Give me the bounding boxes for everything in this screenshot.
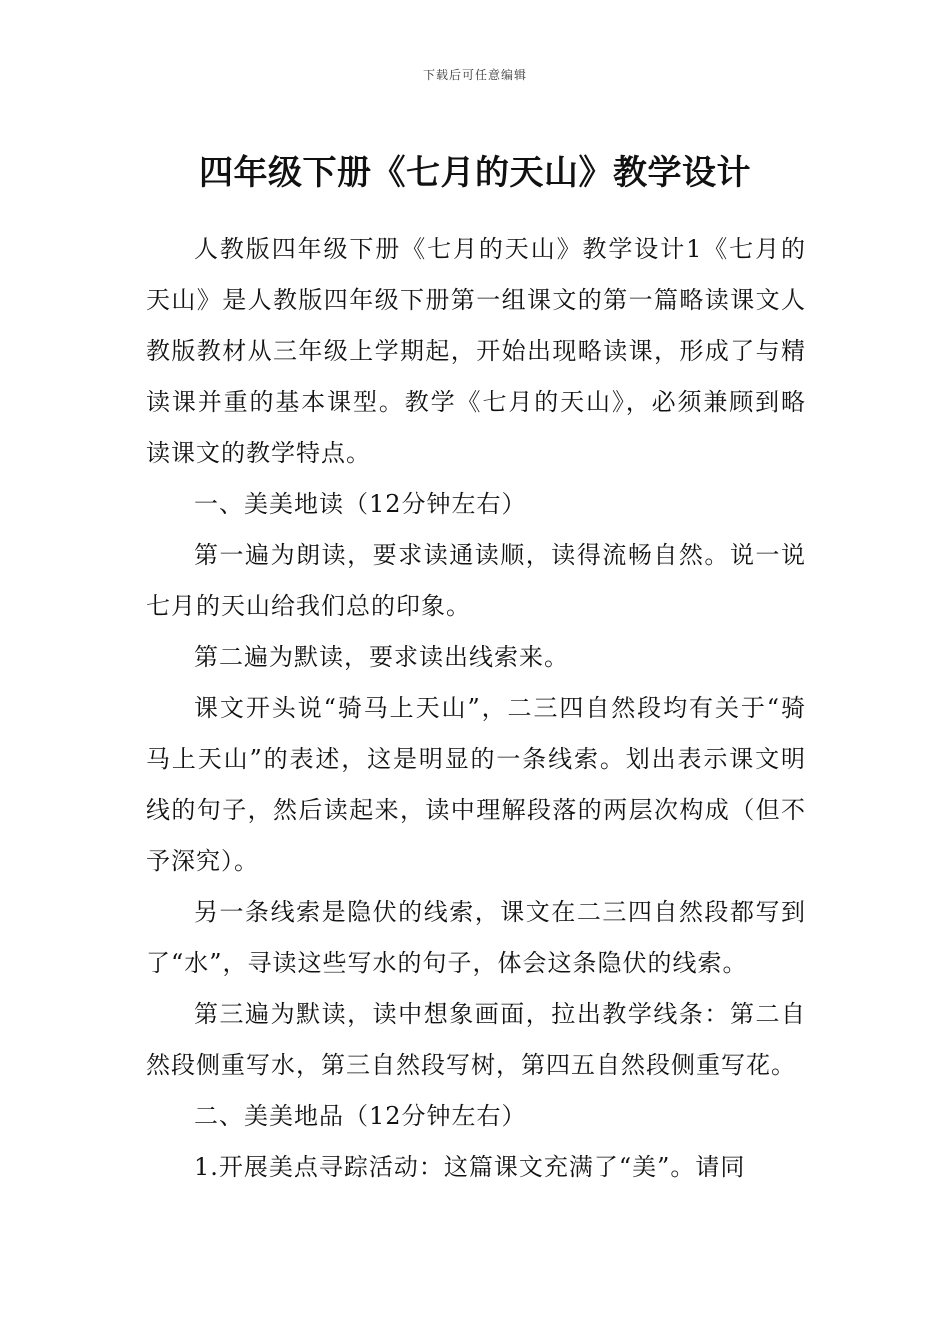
section-heading-appreciate: 二、美美地品（12分钟左右） [194, 1102, 527, 1130]
paragraph-hidden-clue: 另一条线索是隐伏的线索，课文在二三四自然段都写到了“水”，寻读这些写水的句子，体会这条隐伏的线索。 [146, 898, 806, 977]
paragraph-explicit-clue: 课文开头说“骑马上天山”，二三四自然段均有关于“骑马上天山”的表述，这是明显的一条线索。划出表示课文明线的句子，然后读起来，读中理解段落的两层次构成（但不予深究）。 [146, 694, 806, 875]
paragraph-activity: 1.开展美点寻踪活动：这篇课文充满了“美”。请同 [194, 1153, 746, 1181]
section-heading-read: 一、美美地读（12分钟左右） [194, 490, 527, 518]
paragraph-third-reading: 第三遍为默读，读中想象画面，拉出教学线条：第二自然段侧重写水，第三自然段写树，第四五自然段侧重写花。 [146, 1000, 806, 1079]
paragraph-first-reading: 第一遍为朗读，要求读通读顺，读得流畅自然。说一说七月的天山给我们总的印象。 [146, 541, 806, 620]
paragraph-intro: 人教版四年级下册《七月的天山》教学设计1《七月的天山》是人教版四年级下册第一组课文的第一篇略读课文人教版教材从三年级上学期起，开始出现略读课，形成了与精读课并重的基本课型。教学《七月的天山》，必须兼顾到略读课文的教学特点。 [146, 235, 806, 467]
paragraph-second-reading: 第二遍为默读，要求读出线索来。 [194, 643, 569, 671]
document-body [146, 224, 806, 1193]
page-header-note: 下载后可任意编辑 [422, 68, 527, 82]
document-title: 四年级下册《七月的天山》教学设计 [199, 152, 751, 193]
